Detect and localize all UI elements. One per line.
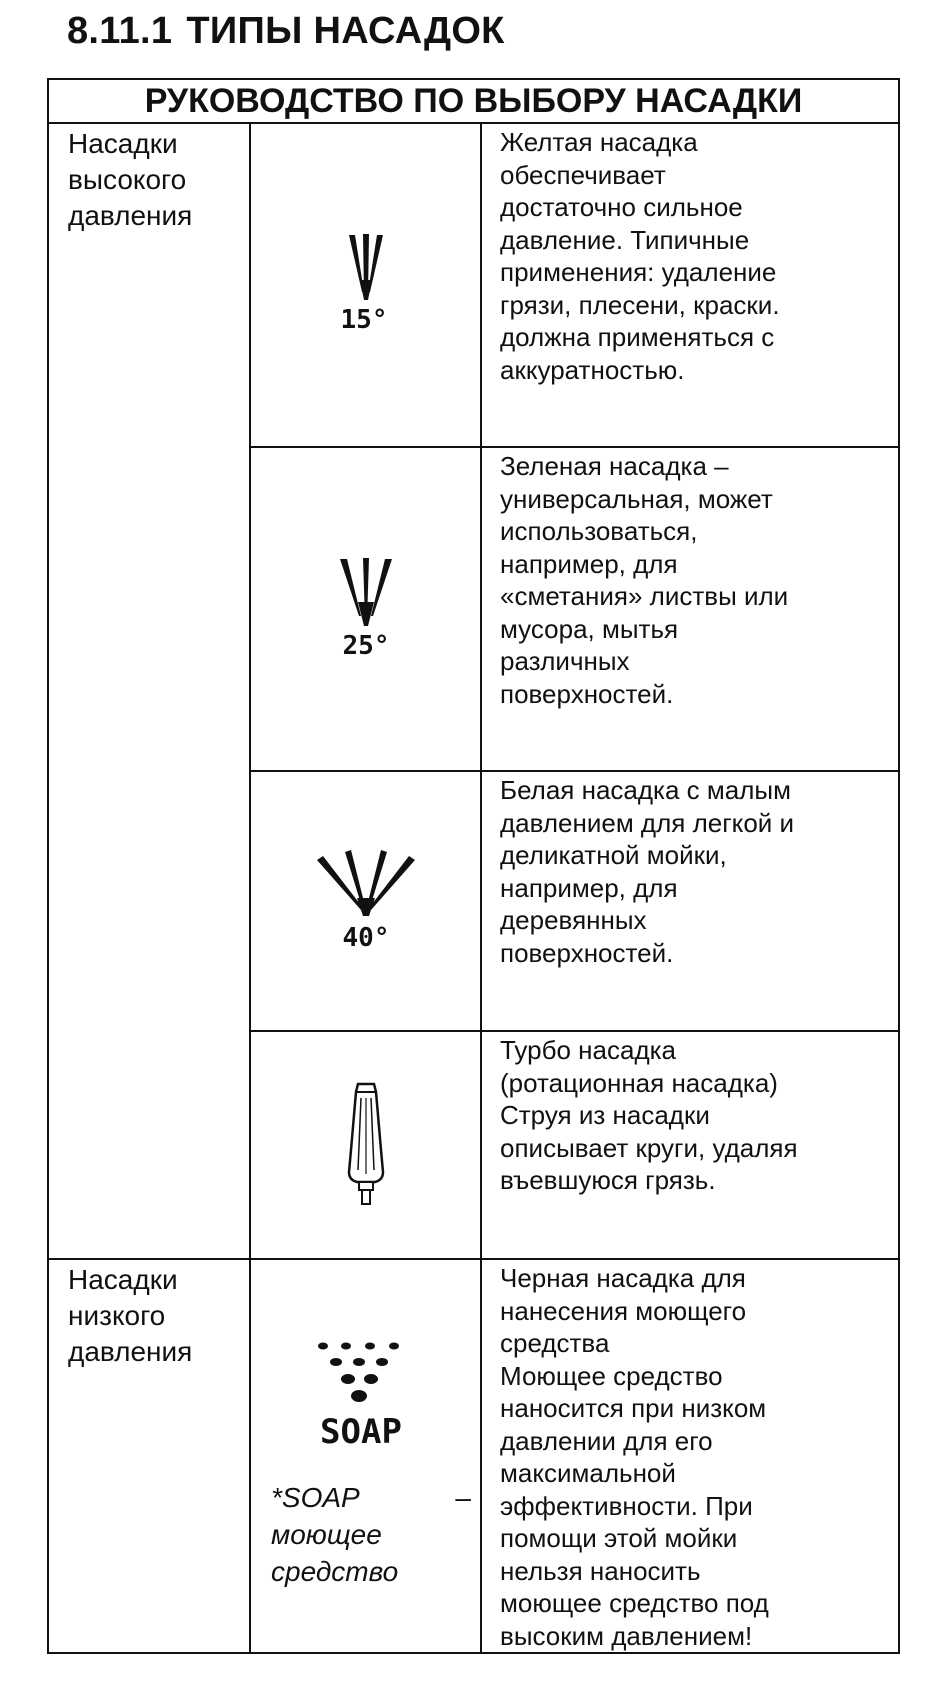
description-cell: Черная насадка для нанесения моющего средства Моющее средство наносится при низком давлении для его максимальной эффективности. При помощи этой мойки нельзя наносить моющее средство под высоким давлением!	[481, 1259, 899, 1653]
soap-nozzle-icon	[251, 1338, 480, 1453]
description-cell: Турбо насадка (ротационная насадка) Струя из насадки описывает круги, удаляя въевшуюся грязь.	[481, 1031, 899, 1259]
description-cell: Зеленая насадка – универсальная, может использоваться, например, для «сметания» листвы или мусора, мытья различных поверхностей.	[481, 447, 899, 771]
icon-cell	[250, 1259, 481, 1653]
section-heading	[67, 10, 505, 53]
icon-cell	[250, 771, 481, 1031]
description-cell: Белая насадка с малым давлением для легкой и деликатной мойки, например, для деревянных поверхностей.	[481, 771, 899, 1031]
nozzle-25-degree-icon	[251, 554, 480, 664]
nozzle-40-degree-label: 40°	[342, 923, 389, 953]
nozzle-15-degree-label: 15°	[340, 305, 387, 335]
soap-label: SOAP	[319, 1412, 402, 1452]
description-cell: Желтая насадка обеспечивает достаточно сильное давление. Типичные применения: удаление грязи, плесени, краски. должна применяться с аккуратностью.	[481, 123, 899, 447]
nozzle-40-degree-icon	[251, 846, 480, 956]
icon-cell	[250, 447, 481, 771]
group-high-pressure: Насадки высокого давления	[48, 123, 250, 1259]
table-row	[48, 1259, 899, 1653]
soap-footnote: *SOAP – моющее средство	[271, 1482, 471, 1587]
icon-cell	[250, 1031, 481, 1259]
icon-cell	[250, 123, 481, 447]
nozzle-25-degree-label: 25°	[342, 631, 389, 661]
turbo-nozzle-icon	[251, 1080, 480, 1210]
group-low-pressure: Насадки низкого давления	[48, 1259, 250, 1653]
table-row	[48, 123, 899, 447]
nozzle-guide-table	[47, 78, 900, 1654]
table-header: РУКОВОДСТВО ПО ВЫБОРУ НАСАДКИ	[48, 79, 899, 123]
section-number: 8.11.1	[67, 10, 173, 52]
section-title: ТИПЫ НАСАДОК	[186, 10, 505, 52]
nozzle-15-degree-icon	[251, 230, 480, 340]
